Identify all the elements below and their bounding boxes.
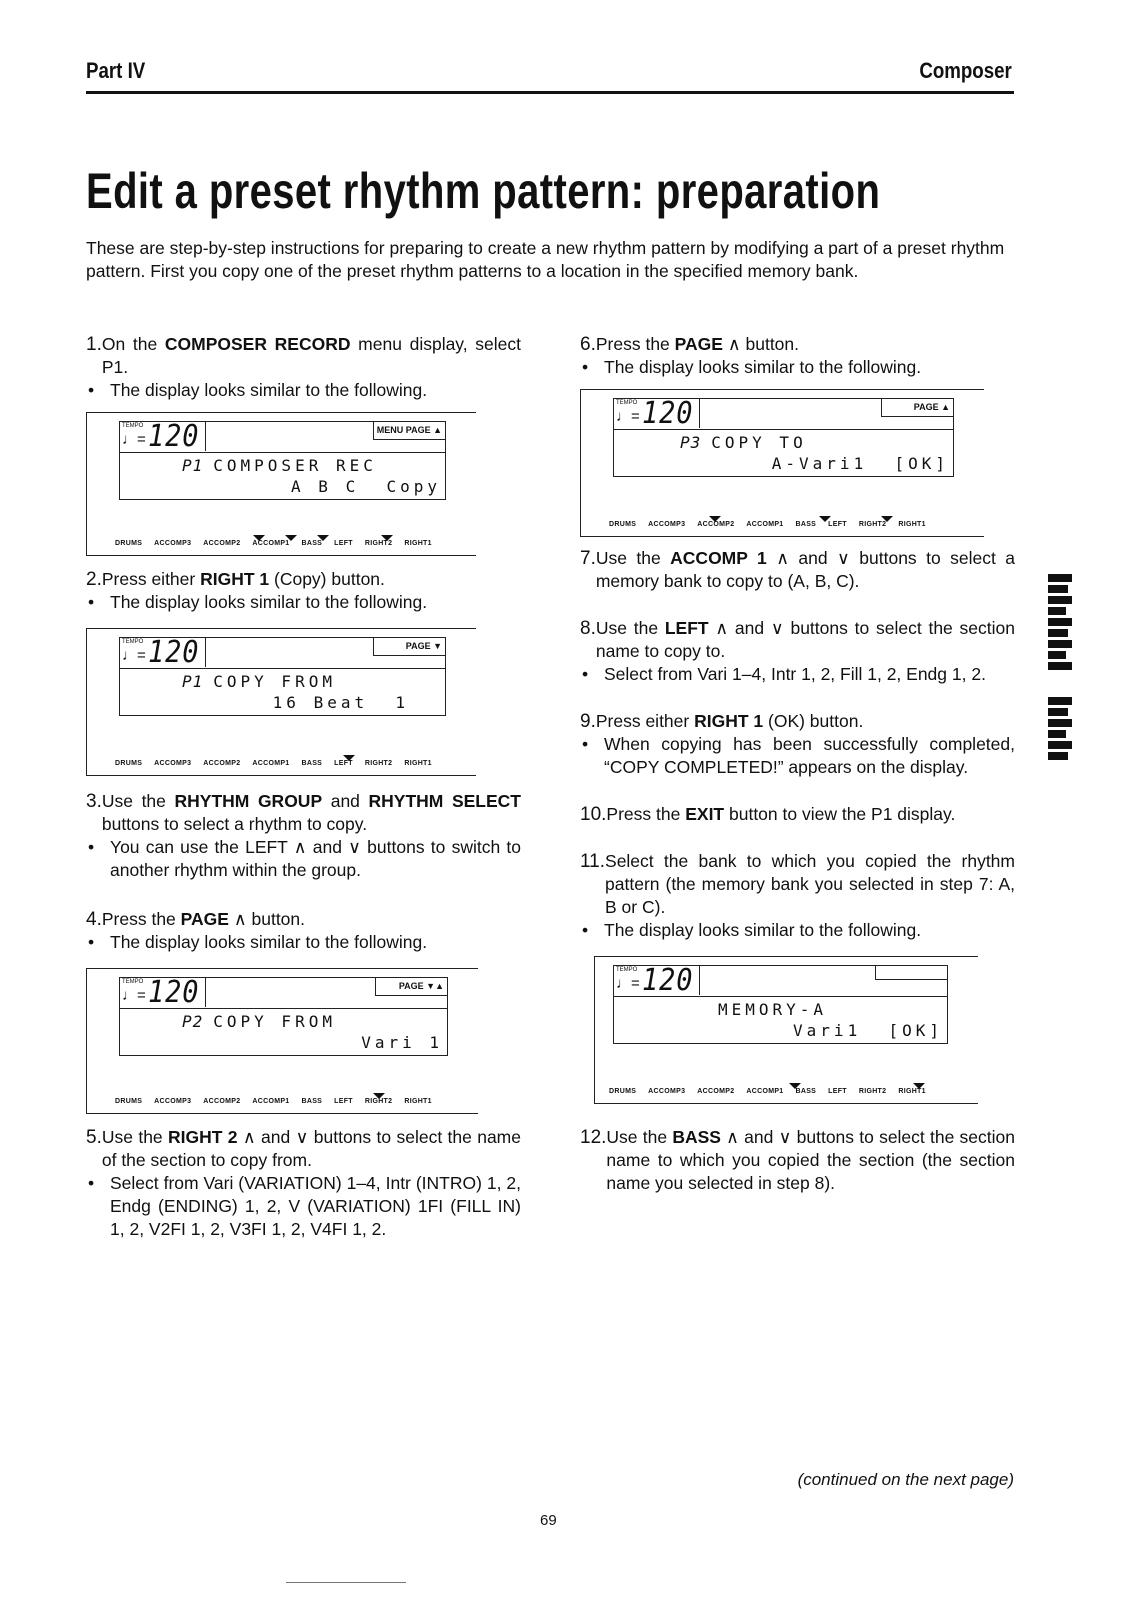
lcd-display-4: TEMPO ♩= 120 PAGE ▲ P3 COPY TO A-Vari1 [OK] DRUMS ACCOMP3 ACCOMP2 ACCOMP1 BASS LEFT RIGHT2 RIGHT1	[580, 389, 984, 537]
step-6: 6. Press the PAGE ∧ button.	[580, 334, 800, 355]
step-5-bullet: • Select from Vari (VARIATION) 1–4, Intr (INTRO) 1, 2, Endg (ENDING) 1, 2, V (VARIATION) 1FI (FILL IN) 1, 2, V2FI 1, 2, V3FI 1, 2, V4FI 1, 2.	[88, 1173, 521, 1239]
step-10: 10. Press the EXIT button to view the P1 display.	[580, 804, 956, 825]
step-4-bullet: • The display looks similar to the following.	[88, 932, 428, 952]
section-header: Composer	[919, 58, 1012, 83]
part-header: Part IV	[86, 58, 146, 83]
header-rule	[86, 91, 1014, 94]
step-7: 7. Use the ACCOMP 1 ∧ and ∨ buttons to select a memory bank to copy to (A, B, C).	[580, 548, 1015, 591]
step-3-bullet: • You can use the LEFT ∧ and ∨ buttons to switch to another rhythm within the group.	[88, 837, 521, 880]
lcd-display-5: TEMPO ♩= 120 MEMORY-A Vari1 [OK] DRUMS ACCOMP3 ACCOMP2 ACCOMP1 BASS LEFT RIGHT2 RIGHT1	[594, 956, 978, 1104]
page-number: 69	[540, 1512, 557, 1529]
step-9-bullet: • When copying has been successfully completed, “COPY COMPLETED!” appears on the display.	[582, 734, 1015, 777]
step-8: 8. Use the LEFT ∧ and ∨ buttons to select the section name to copy to.	[580, 618, 1015, 661]
lcd-display-1: TEMPO ♩= 120 MENU PAGE ▲ P1 COMPOSER REC A B C Copy DRUMS ACCOMP3 ACCOMP2 ACCOMP1 BASS LEFT RIGHT2 RIGHT1	[86, 412, 476, 556]
footer-rule	[286, 1582, 406, 1583]
step-4: 4. Press the PAGE ∧ button.	[86, 909, 306, 930]
lcd-display-2: TEMPO ♩= 120 PAGE ▼ P1 COPY FROM 16 Beat 1 DRUMS ACCOMP3 ACCOMP2 ACCOMP1 BASS LEFT RIGHT2 RIGHT1	[86, 628, 476, 776]
step-3: 3. Use the RHYTHM GROUP and RHYTHM SELECT buttons to select a rhythm to copy.	[86, 791, 521, 834]
step-2: 2. Press either RIGHT 1 (Copy) button.	[86, 569, 385, 590]
lcd-button-labels: DRUMS ACCOMP3 ACCOMP2 ACCOMP1 BASS LEFT RIGHT2 RIGHT1	[115, 540, 432, 547]
left-column	[86, 333, 521, 1241]
right-column	[580, 333, 1015, 1195]
step-8-bullet: • Select from Vari 1–4, Intr 1, 2, Fill 1, 2, Endg 1, 2.	[582, 664, 986, 684]
step-11-bullet: • The display looks similar to the following.	[582, 920, 922, 940]
step-1: 1. On the COMPOSER RECORD menu display, select P1.	[86, 334, 522, 377]
section-tab-marks	[1048, 574, 1072, 763]
step-5: 5. Use the RIGHT 2 ∧ and ∨ buttons to select the name of the section to copy from.	[86, 1127, 521, 1170]
step-6-bullet: • The display looks similar to the following.	[582, 357, 922, 377]
intro-paragraph: These are step-by-step instructions for preparing to create a new rhythm pattern by modifying a part of a preset rhythm pattern. First you copy one of the preset rhythm patterns to a location in the specified memory bank.	[86, 238, 1005, 281]
step-9: 9. Press either RIGHT 1 (OK) button.	[580, 711, 864, 732]
continued-note: (continued on the next page)	[797, 1470, 1014, 1489]
step-1-bullet: • The display looks similar to the following.	[88, 380, 428, 400]
page-title: Edit a preset rhythm pattern: preparation	[86, 163, 881, 219]
step-12: 12. Use the BASS ∧ and ∨ buttons to select the section name to which you copied the section (the section name you selected in step 8).	[580, 1127, 1015, 1193]
step-11: 11. Select the bank to which you copied the rhythm pattern (the memory bank you selected in step 7: A, B or C).	[580, 851, 1015, 917]
step-2-bullet: • The display looks similar to the following.	[88, 592, 428, 612]
lcd-display-3: TEMPO ♩= 120 PAGE ▼▲ P2 COPY FROM Vari 1 DRUMS ACCOMP3 ACCOMP2 ACCOMP1 BASS LEFT RIGHT2 RIGHT1	[86, 968, 478, 1114]
